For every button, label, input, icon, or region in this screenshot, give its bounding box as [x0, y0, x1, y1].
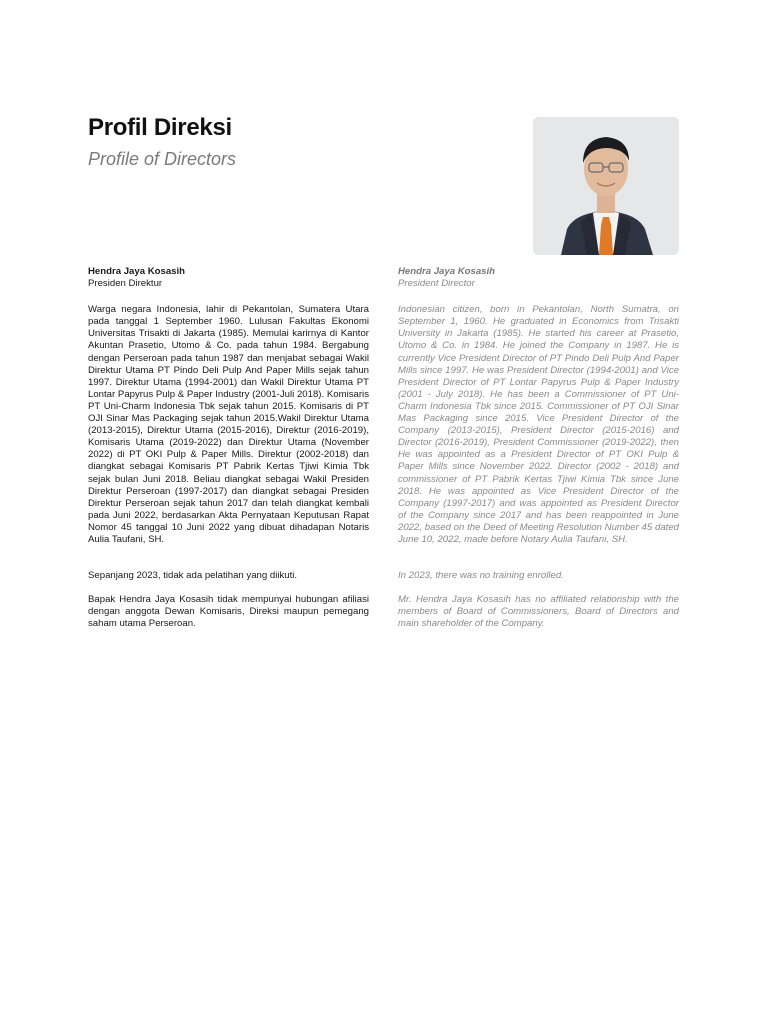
director-name-en: Hendra Jaya Kosasih: [398, 266, 496, 277]
biography-id: Warga negara Indonesia, lahir di Pekantolan, Sumatera Utara pada tanggal 1 September 1960. Lulusan Fakultas Ekonomi Universitas Trisakti di Jakarta (1985). Memulai karirnya di Kantor Akuntan Prasetio, Utomo & Co. pada tahun 1984. Bergabung dengan Perseroan pada tahun 1987 dan menjabat sebagai Wakil Direktur Utama PT Pindo Deli Pulp And Paper Mills sejak tahun 1997. Direktur Utama (1994-2001) dan Wakil Direktur Utama PT Lontar Papyrus Pulp & Paper Industry (2001-Juli 2018). Komisaris PT Uni-Charm Indonesia Tbk sejak tahun 2015. Komisaris di PT OJI Sinar Mas Packaging sejak tahun 2015.Wakil Direktur Utama (2013-2015), Direktur Utama (2015-2016), Direktur (2016-2019), Komisaris Utama (2019-2022) dan Direktur Utama (November 2022) di PT OKI Pulp & Paper Mills. Direktur (2002-2018) dan diangkat sebagai Komisaris PT Pabrik Kertas Tjiwi Kimia Tbk sejak bulan Juni 2018. Beliau diangkat sebagai Wakil Presiden Direktur Perseroan (1997-2017) dan diangkat sebagai Presiden Direktur Perseroan sejak tahun 2017 dan telah diangkat kembali pada Juni 2022, berdasarkan Akta Pernyataan Keputusan Rapat Nomor 45 tanggal 10 Juni 2022 yang dibuat dihadapan Notaris Aulia Taufani, SH.: [88, 304, 369, 545]
english-column: [398, 266, 679, 630]
training-en: In 2023, there was no training enrolled.: [398, 570, 564, 582]
director-role-en: President Director: [398, 278, 475, 290]
director-portrait-icon: [533, 117, 679, 255]
director-portrait: [533, 117, 679, 255]
affiliation-en: Mr. Hendra Jaya Kosasih has no affiliated relationship with the members of Board of Commissioners, Board of Directors and main shareholder of the Company.: [398, 594, 679, 630]
biography-en: Indonesian citizen, born in Pekantolan, North Sumatra, on September 1, 1960. He graduated in Economics from Trisakti University in Jakarta (1985). He started his career at Prasetio, Utomo & Co. in 1984. He joined the Company in 1987. He is currently Vice President Director of PT Pindo Deli Pulp And Paper Mills since 1997. He was President Director (1994-2001) and Vice President Director of PT Lontar Papyrus Pulp & Paper Industry (2001 - July 2018). He has been a Commissioner of PT Uni-Charm Indonesia Tbk since 2015. Commissioner of PT OJI Sinar Mas Packaging since 2015. Vice President Director of the Company (2013-2015), President Director (2015-2016) and Director (2016-2019), President Commissioner (2019-2022), then He was appointed as a President Director of PT OKI Pulp & Paper Mills since November 2022. Director (2002 - 2018) and commissioner of PT Pabrik Kertas Tjiwi Kimia Tbk since June 2018. He was appointed as Vice President Director of the Company (1997-2017) and was appointed as President Director of the Company since 2017 and has been reappointed in June 2022, based on the Deed of Meeting Resolution Number 45 dated June 10, 2022, made before Notary Aulia Taufani, SH.: [398, 304, 679, 545]
page-subtitle: Profile of Directors: [88, 149, 237, 169]
director-role-id: Presiden Direktur: [88, 278, 163, 290]
indonesian-column: [88, 266, 369, 630]
page-title: Profil Direksi: [88, 114, 232, 141]
affiliation-id: Bapak Hendra Jaya Kosasih tidak mempunyai hubungan afiliasi dengan anggota Dewan Komisaris, Direksi maupun pemegang saham utama Perseroan.: [88, 594, 369, 630]
director-name-id: Hendra Jaya Kosasih: [88, 266, 186, 277]
training-id: Sepanjang 2023, tidak ada pelatihan yang diikuti.: [88, 570, 298, 582]
